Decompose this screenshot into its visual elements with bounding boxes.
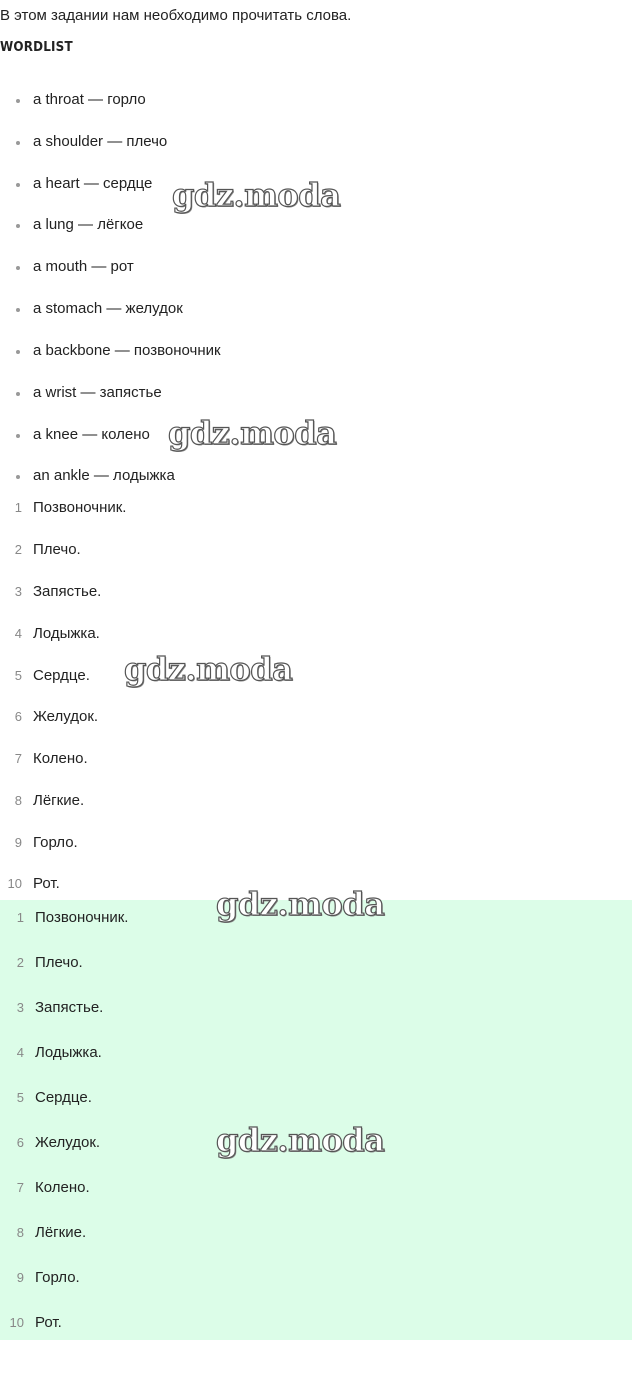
watermark: gdz.moda: [216, 1121, 385, 1159]
watermark: gdz.moda: [216, 885, 385, 923]
watermark: gdz.moda: [124, 650, 293, 688]
bullet-icon: [16, 183, 20, 187]
bullet-icon: [16, 99, 20, 103]
watermark: gdz.moda: [168, 414, 337, 452]
wordlist-heading: WORDLIST: [0, 40, 73, 55]
bullet-icon: [16, 392, 20, 396]
intro-text: В этом задании нам необходимо прочитать слова.: [0, 7, 352, 24]
bullet-icon: [16, 266, 20, 270]
bullet-icon: [16, 434, 20, 438]
highlighted-answer-block: 1 Позвоночник. 2 Плечо. 3 Запястье. 4 Лодыжка. 5 Сердце. 6 Желудок. 7 Колено. 8 Лёгкие. 9 Горло. 10 Рот.: [0, 900, 632, 1340]
bullet-icon: [16, 308, 20, 312]
watermark: gdz.moda: [172, 176, 341, 214]
bullet-icon: [16, 350, 20, 354]
bullet-icon: [16, 475, 20, 479]
bullet-icon: [16, 141, 20, 145]
bullet-icon: [16, 224, 20, 228]
